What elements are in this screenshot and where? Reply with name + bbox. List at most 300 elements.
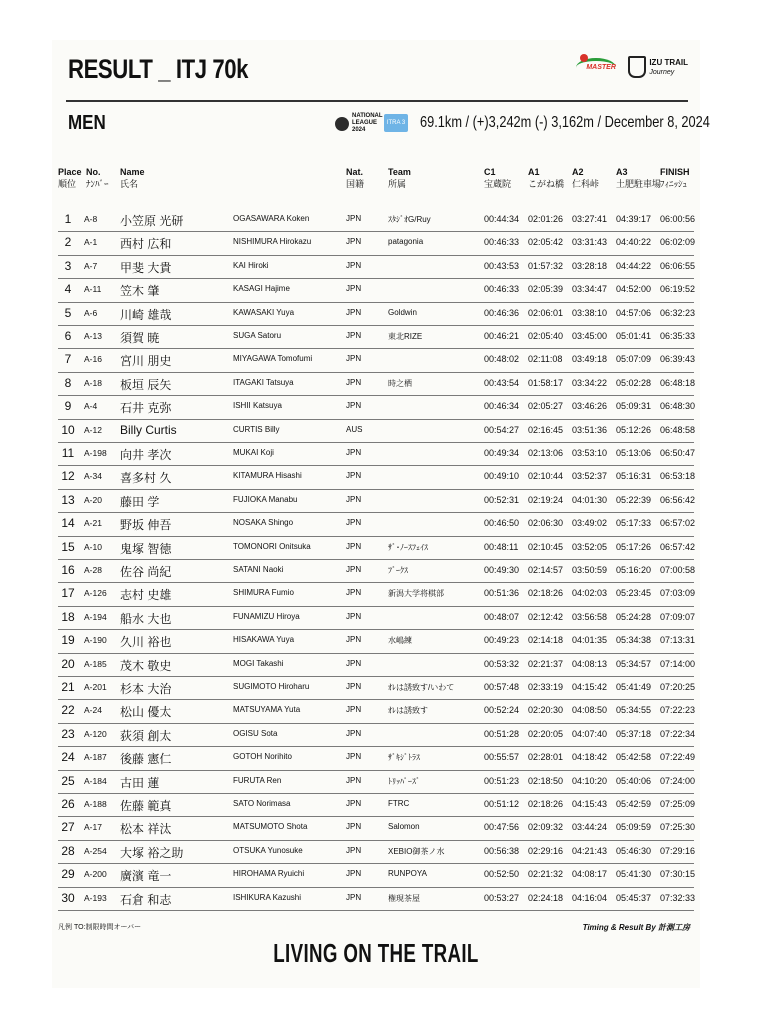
table-row xyxy=(58,816,694,840)
table-row xyxy=(58,372,694,396)
cell-c1: 00:56:38 xyxy=(484,845,520,856)
cell-nat: JPN xyxy=(346,237,362,247)
cell-place: 6 xyxy=(64,329,72,343)
cell-c1: 00:48:11 xyxy=(484,541,519,552)
cell-fin: 07:13:31 xyxy=(660,635,696,646)
cell-rname: NISHIMURA Hirokazu xyxy=(233,237,312,247)
cell-nat: JPN xyxy=(346,752,362,762)
cell-fin: 07:30:15 xyxy=(660,869,696,880)
cell-jname: 西村 広和 xyxy=(120,237,172,252)
cell-no: A-126 xyxy=(84,588,107,599)
cell-no: A-28 xyxy=(84,565,102,575)
cell-fin: 06:56:42 xyxy=(660,494,696,505)
cell-fin: 06:02:09 xyxy=(660,237,696,248)
cell-nat: JPN xyxy=(346,775,362,785)
cell-no: A-120 xyxy=(84,728,107,739)
cell-rname: OGASAWARA Koken xyxy=(233,214,310,223)
table-row xyxy=(58,536,694,560)
cell-fin: 07:22:49 xyxy=(660,752,696,763)
cell-place: 26 xyxy=(61,797,75,811)
cell-a1: 02:24:18 xyxy=(528,892,564,903)
cell-a2: 03:45:00 xyxy=(572,331,608,341)
cell-c1: 00:48:02 xyxy=(484,354,520,365)
cell-rname: MUKAI Koji xyxy=(233,448,274,457)
cell-fin: 06:50:47 xyxy=(660,448,696,458)
cell-a2: 03:28:18 xyxy=(572,260,608,271)
cell-rname: CURTIS Billy xyxy=(233,424,280,434)
cell-c1: 00:46:21 xyxy=(484,331,520,341)
cell-team: ﾄﾘｯﾊﾟｰｽﾞ xyxy=(388,776,420,786)
cell-rname: FUJIOKA Manabu xyxy=(233,494,298,504)
cell-no: A-18 xyxy=(84,377,102,388)
cell-a3: 05:09:59 xyxy=(616,822,652,833)
cell-rname: ITAGAKI Tatsuya xyxy=(233,377,294,387)
table-row xyxy=(58,395,694,419)
cell-c1: 00:51:12 xyxy=(484,799,520,809)
cell-rname: MOGI Takashi xyxy=(233,658,284,668)
cell-fin: 06:48:58 xyxy=(660,424,696,435)
cell-jname: 久川 裕也 xyxy=(120,635,172,650)
col-a3: A3 土肥駐車場 xyxy=(616,167,662,189)
cell-no: A-4 xyxy=(84,401,98,412)
cell-a2: 03:31:43 xyxy=(572,237,608,248)
cell-place: 23 xyxy=(61,726,75,741)
cell-place: 7 xyxy=(64,352,72,367)
cell-no: A-10 xyxy=(84,541,102,552)
cell-no: A-194 xyxy=(84,611,107,622)
cell-jname: 宮川 朋史 xyxy=(120,354,172,369)
cell-jname: 向井 孝次 xyxy=(120,448,172,462)
cell-a3: 05:34:55 xyxy=(616,705,652,716)
cell-a2: 03:27:41 xyxy=(572,214,608,224)
cell-a3: 04:44:22 xyxy=(616,260,652,271)
cell-no: A-6 xyxy=(84,307,98,318)
izu-logo-text: IZU TRAIL xyxy=(649,57,688,67)
cell-rname: ISHIKURA Kazushi xyxy=(233,892,302,902)
cell-nat: JPN xyxy=(346,260,362,270)
cell-jname: 佐谷 尚紀 xyxy=(120,565,172,579)
cell-jname: 船水 大也 xyxy=(120,611,172,626)
cell-a1: 02:05:39 xyxy=(528,284,564,295)
col-c1: C1 宝蔵院 xyxy=(484,167,512,189)
cell-a2: 03:56:58 xyxy=(572,611,608,622)
cell-place: 21 xyxy=(61,680,75,694)
cell-a1: 02:05:27 xyxy=(528,401,564,412)
cell-nat: JPN xyxy=(346,611,362,621)
timing-credit: Timing & Result By 計測工房 xyxy=(582,923,690,932)
cell-a2: 03:49:18 xyxy=(572,354,608,365)
cell-a1: 02:21:37 xyxy=(528,658,564,669)
cell-a3: 05:34:57 xyxy=(616,658,652,669)
table-row xyxy=(58,746,694,770)
title-divider xyxy=(66,100,688,102)
cell-nat: JPN xyxy=(346,401,362,411)
table-row xyxy=(58,559,694,583)
table-row xyxy=(58,348,694,372)
cell-jname: 廣濱 竜一 xyxy=(120,869,172,884)
cell-nat: JPN xyxy=(346,284,362,294)
cell-nat: JPN xyxy=(346,307,362,317)
cell-nat: JPN xyxy=(346,892,362,902)
cell-nat: AUS xyxy=(346,424,363,434)
cell-place: 24 xyxy=(61,750,75,765)
cell-a3: 05:17:33 xyxy=(616,518,652,529)
cell-nat: JPN xyxy=(346,565,362,574)
table-row xyxy=(58,208,694,232)
cell-nat: JPN xyxy=(346,822,362,832)
col-name: Name 氏名 xyxy=(120,167,145,189)
cell-rname: SATANI Naoki xyxy=(233,565,284,574)
cell-c1: 00:44:34 xyxy=(484,214,520,224)
cell-place: 12 xyxy=(61,469,75,484)
cell-place: 4 xyxy=(64,282,72,297)
cell-c1: 00:48:07 xyxy=(484,611,520,622)
table-row xyxy=(58,582,694,606)
category-label: MEN xyxy=(68,112,106,134)
table-row xyxy=(58,676,694,700)
cell-a1: 02:18:26 xyxy=(528,588,564,599)
cell-rname: KAWASAKI Yuya xyxy=(233,307,295,317)
cell-a2: 03:49:02 xyxy=(572,518,608,529)
cell-fin: 07:14:00 xyxy=(660,658,696,669)
table-row xyxy=(58,629,694,653)
cell-rname: MIYAGAWA Tomofumi xyxy=(233,354,313,364)
cell-rname: SUGA Satoru xyxy=(233,331,282,340)
cell-jname: 志村 史雄 xyxy=(120,588,172,603)
cell-jname: 茂木 敬史 xyxy=(120,658,172,673)
col-nat: Nat. 国籍 xyxy=(346,167,365,189)
cell-no: A-13 xyxy=(84,331,102,341)
table-row xyxy=(58,442,694,466)
cell-c1: 00:52:24 xyxy=(484,705,520,716)
cell-c1: 00:46:33 xyxy=(484,237,520,248)
cell-team: 新潟大学将棋部 xyxy=(388,589,444,599)
cell-a3: 04:52:00 xyxy=(616,284,652,295)
cell-place: 29 xyxy=(61,867,75,882)
cell-fin: 06:32:23 xyxy=(660,307,696,318)
cell-jname: 喜多村 久 xyxy=(120,471,172,486)
cell-a1: 02:20:05 xyxy=(528,728,564,739)
cell-fin: 06:00:56 xyxy=(660,214,696,224)
cell-no: A-200 xyxy=(84,869,107,880)
table-row xyxy=(58,653,694,677)
col-a1: A1 こがね橋 xyxy=(528,167,565,189)
cell-place: 27 xyxy=(61,820,75,835)
cell-team: 東北RIZE xyxy=(388,332,423,341)
cell-a2: 04:21:43 xyxy=(572,845,608,856)
cell-a3: 05:01:41 xyxy=(616,331,652,341)
itra-badge: ITRA 3 xyxy=(384,114,408,132)
cell-no: A-24 xyxy=(84,705,102,716)
cell-jname: 大塚 裕之助 xyxy=(120,845,184,860)
cell-fin: 07:00:58 xyxy=(660,565,696,575)
cell-c1: 00:54:27 xyxy=(484,424,520,435)
cell-place: 28 xyxy=(61,843,75,858)
table-row xyxy=(58,325,694,349)
cell-nat: JPN xyxy=(346,448,362,457)
cell-a2: 04:01:30 xyxy=(572,494,608,505)
cell-jname: 松山 優太 xyxy=(120,705,172,720)
cell-a2: 03:52:05 xyxy=(572,541,608,552)
cell-a3: 05:37:18 xyxy=(616,728,652,739)
cell-fin: 07:20:25 xyxy=(660,682,696,692)
cell-jname: 板垣 辰矢 xyxy=(120,377,172,392)
cell-fin: 07:03:09 xyxy=(660,588,696,599)
cell-nat: JPN xyxy=(346,869,362,879)
cell-a1: 02:16:45 xyxy=(528,424,564,435)
cell-place: 2 xyxy=(64,235,72,250)
cell-jname: 鬼塚 智徳 xyxy=(120,541,172,556)
cell-a2: 04:15:42 xyxy=(572,682,608,692)
cell-a1: 02:13:06 xyxy=(528,448,564,458)
cell-a1: 02:06:30 xyxy=(528,518,564,529)
cell-place: 19 xyxy=(61,633,75,648)
cell-c1: 00:49:34 xyxy=(484,448,520,458)
national-league-label: NATIONAL LEAGUE 2024 xyxy=(352,113,383,133)
cell-c1: 00:52:50 xyxy=(484,869,520,880)
cell-rname: GOTOH Norihito xyxy=(233,752,292,762)
col-finish: FINISH ﾌｨﾆｯｼｭ xyxy=(660,167,690,189)
table-row xyxy=(58,863,694,887)
cell-place: 5 xyxy=(64,305,72,320)
cell-no: A-20 xyxy=(84,494,102,505)
cell-a1: 02:14:57 xyxy=(528,565,564,575)
cell-jname: 甲斐 大貴 xyxy=(120,260,172,275)
national-league-badge xyxy=(335,113,386,134)
cell-a1: 02:05:40 xyxy=(528,331,564,341)
cell-rname: OGISU Sota xyxy=(233,728,278,738)
cell-rname: HIROHAMA Ryuichi xyxy=(233,869,305,879)
cell-no: A-17 xyxy=(84,822,102,833)
col-team: Team 所属 xyxy=(388,167,411,189)
cell-a1: 02:29:16 xyxy=(528,845,564,856)
cell-fin: 06:57:02 xyxy=(660,518,696,529)
cell-fin: 07:32:33 xyxy=(660,892,696,903)
cell-fin: 07:22:23 xyxy=(660,705,696,716)
cell-a3: 05:07:09 xyxy=(616,354,652,365)
cell-team: patagonia xyxy=(388,237,424,247)
col-a2: A2 仁科峠 xyxy=(572,167,600,189)
cell-a3: 05:16:20 xyxy=(616,565,652,575)
cell-team: ｵﾚは誘致す/いわて xyxy=(388,683,455,692)
cell-place: 16 xyxy=(61,563,75,577)
cell-rname: FUNAMIZU Hiroya xyxy=(233,611,300,621)
cell-a2: 04:07:40 xyxy=(572,728,608,739)
cell-team: 時之栖 xyxy=(388,378,412,388)
cell-a2: 03:46:26 xyxy=(572,401,608,412)
cell-fin: 07:22:34 xyxy=(660,728,696,739)
table-row xyxy=(58,419,694,443)
cell-no: A-12 xyxy=(84,424,102,435)
cell-no: A-190 xyxy=(84,635,107,646)
cell-a3: 05:12:26 xyxy=(616,424,652,435)
cell-a1: 02:28:01 xyxy=(528,752,564,763)
cell-rname: KITAMURA Hisashi xyxy=(233,471,302,481)
cell-no: A-187 xyxy=(84,752,107,763)
cell-rname: OTSUKA Yunosuke xyxy=(233,845,303,855)
cell-c1: 00:53:27 xyxy=(484,892,520,903)
cell-fin: 07:09:07 xyxy=(660,611,696,622)
cell-no: A-201 xyxy=(84,682,107,692)
cell-c1: 00:43:54 xyxy=(484,377,520,388)
cell-no: A-1 xyxy=(84,237,98,248)
cell-a1: 02:10:44 xyxy=(528,471,564,482)
cell-a1: 02:19:24 xyxy=(528,494,564,505)
cell-fin: 06:06:55 xyxy=(660,260,696,271)
cell-a3: 05:23:45 xyxy=(616,588,652,599)
cell-nat: JPN xyxy=(346,705,362,715)
cell-a3: 05:02:28 xyxy=(616,377,652,388)
master-logo-text: MASTER xyxy=(586,64,616,71)
national-league-icon xyxy=(335,117,349,131)
cell-nat: JPN xyxy=(346,728,362,738)
cell-nat: JPN xyxy=(346,658,362,668)
cell-team: ｵﾚは誘致す xyxy=(388,706,428,716)
cell-team: RUNPOYA xyxy=(388,869,427,879)
table-row xyxy=(58,302,694,326)
cell-a3: 05:16:31 xyxy=(616,471,652,482)
cell-fin: 07:29:16 xyxy=(660,845,696,856)
cell-jname: 荻須 創太 xyxy=(120,728,172,743)
cell-c1: 00:51:36 xyxy=(484,588,520,599)
cell-no: A-254 xyxy=(84,845,107,856)
cell-a1: 02:14:18 xyxy=(528,635,564,646)
cell-nat: JPN xyxy=(346,377,362,387)
cell-c1: 00:49:30 xyxy=(484,565,520,575)
cell-nat: JPN xyxy=(346,354,362,364)
cell-team: Salomon xyxy=(388,822,420,832)
cell-a2: 03:34:22 xyxy=(572,377,608,388)
cell-a2: 03:38:10 xyxy=(572,307,608,318)
cell-no: A-185 xyxy=(84,658,107,669)
cell-a2: 04:08:13 xyxy=(572,658,608,669)
cell-a2: 03:34:47 xyxy=(572,284,608,295)
cell-team: ｻﾞ･ﾉｰｽﾌｪｲｽ xyxy=(388,542,428,552)
cell-place: 10 xyxy=(61,422,75,437)
cell-jname: 後藤 憲仁 xyxy=(120,752,172,767)
cell-place: 22 xyxy=(61,703,75,718)
cell-a2: 03:52:37 xyxy=(572,471,608,482)
cell-place: 17 xyxy=(61,586,75,601)
cell-a2: 04:08:50 xyxy=(572,705,608,716)
cell-no: A-7 xyxy=(84,260,98,271)
cell-nat: JPN xyxy=(346,214,362,223)
cell-a2: 04:18:42 xyxy=(572,752,608,763)
cell-place: 1 xyxy=(64,212,72,226)
cell-c1: 00:46:33 xyxy=(484,284,520,295)
cell-nat: JPN xyxy=(346,518,362,528)
cell-c1: 00:47:56 xyxy=(484,822,520,833)
cell-no: A-184 xyxy=(84,775,107,786)
cell-a2: 03:53:10 xyxy=(572,448,608,458)
master-logo-icon xyxy=(572,52,620,82)
cell-team: ﾌﾞｰｸｽ xyxy=(388,566,408,575)
cell-rname: MATSUYAMA Yuta xyxy=(233,705,301,715)
cell-place: 9 xyxy=(64,399,72,414)
cell-nat: JPN xyxy=(346,799,362,808)
cell-jname: 松本 祥汰 xyxy=(120,822,172,837)
cell-team: FTRC xyxy=(388,799,410,808)
cell-a3: 05:24:28 xyxy=(616,611,652,622)
cell-fin: 06:48:18 xyxy=(660,377,696,388)
cell-a3: 05:46:30 xyxy=(616,845,652,856)
cell-a3: 05:42:59 xyxy=(616,799,652,809)
cell-rname: TOMONORI Onitsuka xyxy=(233,541,311,551)
cell-no: A-21 xyxy=(84,518,102,529)
cell-fin: 07:24:00 xyxy=(660,775,696,786)
cell-a3: 05:41:49 xyxy=(616,682,652,692)
table-row xyxy=(58,770,694,794)
cell-c1: 00:49:23 xyxy=(484,635,520,646)
table-row xyxy=(58,887,694,911)
cell-a3: 05:42:58 xyxy=(616,752,652,763)
cell-no: A-188 xyxy=(84,799,107,809)
cell-fin: 06:39:43 xyxy=(660,354,696,365)
cell-rname: KAI Hiroki xyxy=(233,260,269,270)
cell-place: 15 xyxy=(61,539,75,554)
cell-rname: SATO Norimasa xyxy=(233,799,291,808)
cell-a1: 02:01:26 xyxy=(528,214,564,224)
cell-nat: JPN xyxy=(346,494,362,504)
cell-place: 13 xyxy=(61,492,75,507)
cell-place: 8 xyxy=(64,375,72,390)
cell-jname: 石井 克弥 xyxy=(120,401,172,416)
cell-fin: 06:35:33 xyxy=(660,331,696,341)
legend-note: 凡例 TO:制限時間オーバー xyxy=(58,924,142,931)
cell-jname: 藤田 学 xyxy=(120,494,160,509)
cell-c1: 00:52:31 xyxy=(484,494,520,505)
cell-no: A-11 xyxy=(84,284,102,295)
cell-rname: FURUTA Ren xyxy=(233,775,282,785)
table-row xyxy=(58,255,694,279)
page-title: RESULT _ ITJ 70k xyxy=(68,54,249,84)
cell-a1: 02:05:42 xyxy=(528,237,564,248)
cell-a3: 05:34:38 xyxy=(616,635,652,646)
cell-c1: 00:51:28 xyxy=(484,728,520,739)
course-info: 69.1km / (+)3,242m (-) 3,162m / December 8, 2024 xyxy=(420,114,710,131)
cell-rname: NOSAKA Shingo xyxy=(233,518,294,528)
cell-a3: 05:17:26 xyxy=(616,541,652,552)
table-row xyxy=(58,489,694,513)
cell-a3: 05:13:06 xyxy=(616,448,652,458)
cell-a3: 05:45:37 xyxy=(616,892,652,903)
cell-team: 権現茶屋 xyxy=(388,893,420,903)
cell-a3: 05:09:31 xyxy=(616,401,652,412)
cell-place: 3 xyxy=(64,258,72,273)
table-row xyxy=(58,465,694,489)
table-row xyxy=(58,606,694,630)
cell-jname: 野坂 伸吾 xyxy=(120,518,172,533)
cell-rname: KASAGI Hajime xyxy=(233,284,290,294)
cell-a2: 04:15:43 xyxy=(572,799,608,809)
cell-rname: SUGIMOTO Hiroharu xyxy=(233,682,310,691)
cell-nat: JPN xyxy=(346,331,362,340)
izu-logo-sub: Journey xyxy=(649,68,675,76)
cell-jname: 笠木 肇 xyxy=(120,284,160,299)
cell-jname: 杉本 大治 xyxy=(120,682,172,696)
table-row xyxy=(58,793,694,817)
cell-fin: 06:57:42 xyxy=(660,541,696,552)
cell-a3: 05:22:39 xyxy=(616,494,652,505)
cell-jname: 小笠原 光研 xyxy=(120,214,184,228)
cell-a1: 02:18:26 xyxy=(528,799,564,809)
cell-a1: 01:57:32 xyxy=(528,260,564,271)
cell-a2: 04:08:17 xyxy=(572,869,608,880)
cell-a2: 04:01:35 xyxy=(572,635,608,646)
cell-a3: 04:40:22 xyxy=(616,237,652,248)
cell-jname: 石倉 和志 xyxy=(120,892,172,907)
cell-a1: 02:06:01 xyxy=(528,307,564,318)
